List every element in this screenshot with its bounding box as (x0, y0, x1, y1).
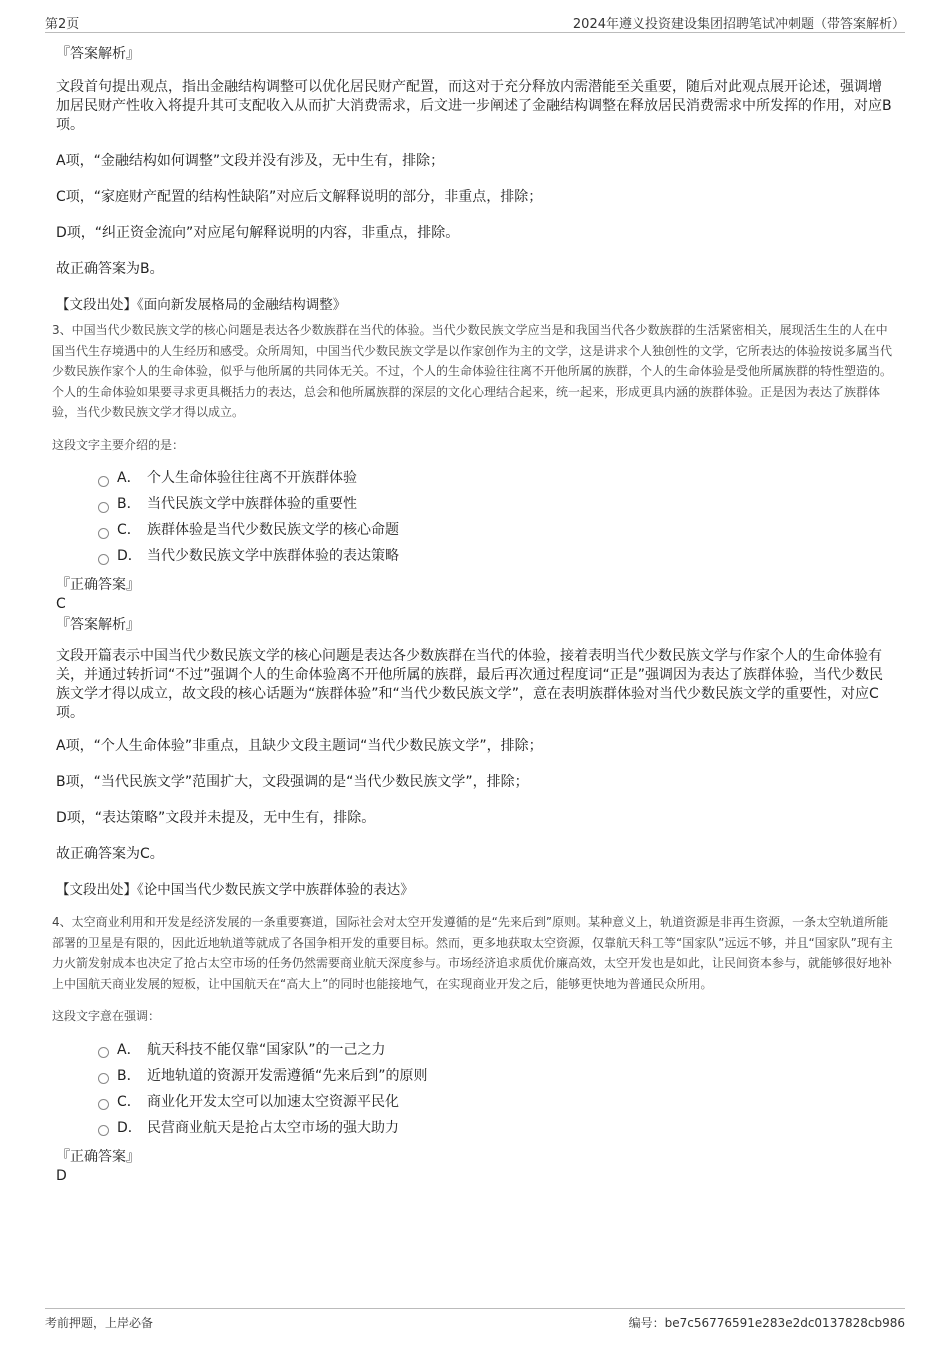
option-text: 近地轨道的资源开发需遵循“先来后到”的原则 (147, 1067, 428, 1084)
option-letter: B． (117, 1067, 141, 1084)
correct-answer-label: 『正确答案』 (56, 577, 140, 593)
page-content (52, 44, 894, 1185)
radio-button[interactable] (98, 1047, 109, 1058)
option-letter: C． (117, 522, 141, 538)
option-c[interactable] (98, 1089, 894, 1115)
option-b[interactable] (98, 491, 894, 517)
radio-button[interactable] (98, 528, 109, 539)
answer-conclusion: 故正确答案为C。 (56, 846, 164, 862)
document-title: 2024年遵义投资建设集团招聘笔试冲刺题（带答案解析） (572, 17, 905, 32)
option-c[interactable] (98, 517, 894, 543)
option-a[interactable] (98, 1037, 894, 1063)
analysis-label: 『答案解析』 (56, 617, 140, 633)
analysis-text: 文段首句提出观点，指出金融结构调整可以优化居民财产配置，而这对于充分释放内需潜能至关重要，随后对此观点展开论述，强调增加居民财产性收入将提升其可支配收入从而扩大消费需求，后文进一步阐述了金融结构调整在释放居民消费需求中所发挥的作用，对应B项。 (56, 79, 892, 133)
option-b[interactable] (98, 1063, 894, 1089)
analysis-note: A项，“金融结构如何调整”文段并没有涉及，无中生有，排除； (56, 153, 445, 169)
source-citation: 【文段出处】《论中国当代少数民族文学中族群体验的表达》 (56, 882, 414, 898)
option-text: 商业化开发太空可以加速太空资源平民化 (147, 1093, 399, 1110)
analysis-note: D项，“表达策略”文段并未提及，无中生有，排除。 (56, 810, 376, 826)
footer-slogan: 考前押题，上岸必备 (45, 1316, 154, 1330)
correct-answer: C (56, 596, 66, 612)
analysis-note: D项，“纠正资金流向”对应尾句解释说明的内容，非重点，排除。 (56, 225, 460, 241)
option-letter: A． (117, 470, 141, 486)
options-list-4 (98, 1037, 894, 1141)
page-header (45, 10, 905, 33)
option-d[interactable] (98, 1115, 894, 1141)
analysis-note: A项，“个人生命体验”非重点，且缺少文段主题词“当代少数民族文学”，排除； (56, 738, 543, 754)
analysis-label: 『答案解析』 (56, 46, 140, 62)
option-text: 当代少数民族文学中族群体验的表达策略 (147, 548, 399, 564)
option-d[interactable] (98, 543, 894, 569)
option-a[interactable] (98, 465, 894, 491)
option-text: 族群体验是当代少数民族文学的核心命题 (147, 522, 399, 538)
answer-conclusion: 故正确答案为B。 (56, 261, 164, 277)
question-stem-4: 4、太空商业利用和开发是经济发展的一条重要赛道，国际社会对太空开发遵循的是“先来后到”原则。某种意义上，轨道资源是非再生资源，一条太空轨道所能部署的卫星是有限的，因此近地轨道等就成了各国争相开发的重要目标。然而，更多地获取太空资源，仅靠航天科工等“国家队”远远不够，并且“国家队”现有主力火箭发射成本也决定了抢占太空市场的任务仍然需要商业航天深度参与。市场经济追求质优价廉高效，太空开发也是如此，让民间资本参与，就能够很好地补上中国航天商业发展的短板，让中国航天在“高大上”的同时也能接地气，在实现商业开发之后，能够更快地为普通民众所用。 (52, 915, 893, 991)
options-list-3 (98, 465, 894, 569)
option-letter: B． (117, 496, 141, 512)
correct-answer: D (56, 1167, 67, 1184)
radio-button[interactable] (98, 1099, 109, 1110)
option-letter: D． (117, 548, 142, 564)
radio-button[interactable] (98, 502, 109, 513)
option-letter: D． (117, 1119, 142, 1136)
correct-answer-label: 『正确答案』 (56, 1148, 140, 1165)
page-number: 第2页 (45, 17, 80, 32)
radio-button[interactable] (98, 476, 109, 487)
radio-button[interactable] (98, 1073, 109, 1084)
option-text: 当代民族文学中族群体验的重要性 (147, 496, 357, 512)
option-text: 航天科技不能仅靠“国家队”的一己之力 (147, 1041, 386, 1058)
option-letter: C． (117, 1093, 141, 1110)
analysis-text: 文段开篇表示中国当代少数民族文学的核心问题是表达各少数族群在当代的体验，接着表明当代少数民族文学与作家个人的生命体验有关，并通过转折词“不过”强调个人的生命体验离不开他所属的族群，最后再次通过程度词“正是”强调因为表达了族群体验，当代少数民族文学才得以成立，故文段的核心话题为“族群体验”和“当代少数民族文学”，意在表明族群体验对当代少数民族文学的重要性，对应C项。 (56, 648, 884, 721)
option-text: 个人生命体验往往离不开族群体验 (147, 470, 357, 486)
analysis-note: B项，“当代民族文学”范围扩大，文段强调的是“当代少数民族文学”，排除； (56, 774, 529, 790)
question-prompt-3: 这段文字主要介绍的是： (52, 437, 185, 452)
page-footer (45, 1308, 905, 1331)
question-stem-3: 3、中国当代少数民族文学的核心问题是表达各少数族群在当代的体验。当代少数民族文学应当是和我国当代各少数族群的生活紧密相关，展现活生生的人在中国当代生存境遇中的人生经历和感受。众所周知，中国当代少数民族文学是以作家创作为主的文学，这是讲求个人独创性的文学，它所表达的体验按说多属当代少数民族作家个人的生命体验，似乎与他所属的共同体无关。不过，个人的生命体验往往离不开他所属的族群，个人的生命体验是受他所属族群的特性塑造的。个人的生命体验如果要寻求更具概括力的表达，总会和他所属族群的深层的文化心理结合起来，统一起来，形成更具内涵的族群体验。正是因为表达了族群体验，当代少数民族文学才得以成立。 (52, 323, 893, 419)
option-text: 民营商业航天是抢占太空市场的强大助力 (147, 1119, 399, 1136)
question-prompt-4: 这段文字意在强调： (52, 1009, 161, 1023)
radio-button[interactable] (98, 554, 109, 565)
analysis-note: C项，“家庭财产配置的结构性缺陷”对应后文解释说明的部分，非重点，排除； (56, 189, 543, 205)
source-citation: 【文段出处】《面向新发展格局的金融结构调整》 (56, 297, 347, 313)
option-letter: A． (117, 1041, 141, 1058)
radio-button[interactable] (98, 1125, 109, 1136)
document-code: 编号：be7c56776591e283e2dc0137828cb986 (628, 1316, 905, 1330)
